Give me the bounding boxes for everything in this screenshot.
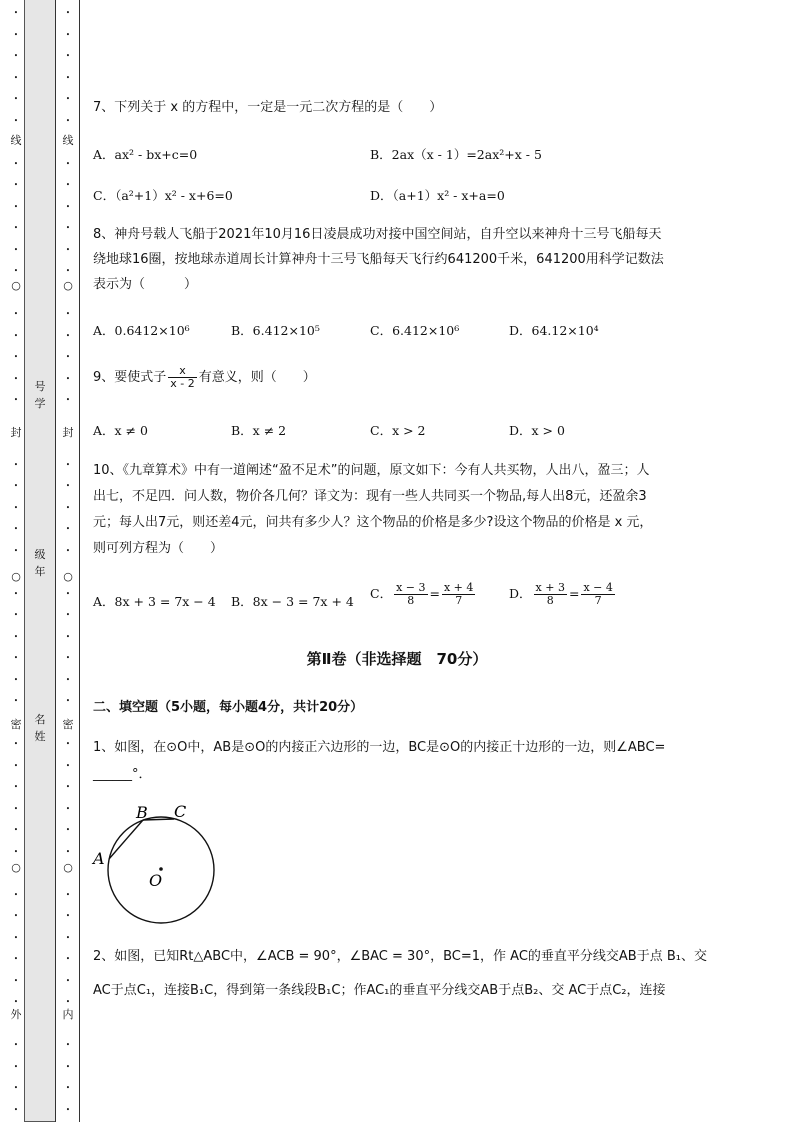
section-2-title: 第Ⅱ卷（非选择题 70分）	[306, 650, 488, 668]
margin-char-feng: 封	[62, 426, 74, 439]
margin-dot: •	[65, 374, 71, 383]
margin-dot: •	[13, 826, 19, 834]
q10-c-frac-left	[394, 582, 427, 607]
margin-dot: •	[13, 95, 19, 103]
margin-dot: •	[13, 181, 19, 189]
margin-dot: •	[65, 73, 71, 82]
margin-dot: •	[13, 482, 19, 490]
label-b: B	[136, 803, 148, 822]
q9-fraction	[168, 365, 196, 390]
margin-dot: •	[65, 546, 71, 555]
margin-dot: •	[65, 804, 71, 813]
margin-dot: •	[13, 783, 19, 791]
margin-dot: •	[65, 482, 71, 490]
margin-dot: •	[13, 546, 19, 555]
margin-dot: •	[65, 202, 71, 211]
q9-fraction-num: x	[168, 365, 196, 378]
margin-dot: •	[13, 697, 19, 705]
margin-dot: •	[13, 310, 19, 318]
label-c: C	[174, 802, 187, 821]
margin-dot: •	[65, 52, 71, 60]
q10-d-label: D．	[509, 586, 532, 601]
margin-dot: •	[65, 826, 71, 834]
margin-dot: •	[13, 675, 19, 684]
margin-dot: •	[13, 159, 19, 168]
margin-dot: •	[13, 503, 19, 512]
q8-line-2: 绕地球16圈，按地球赤道周长计算神舟十三号飞船每天飞行约641200千米，641200用科学记数法	[93, 252, 664, 267]
margin-dot: •	[65, 589, 71, 598]
margin-dot: •	[13, 804, 19, 813]
frac-den: 8	[546, 594, 554, 607]
q10-option-a: A．8x + 3 = 7x − 4	[93, 594, 216, 609]
margin-dot: •	[65, 159, 71, 168]
margin-circle: ○	[63, 279, 73, 292]
margin-dot: •	[13, 654, 19, 662]
frac-den: 7	[594, 594, 602, 607]
q7-option-d: D．（a+1）x² - x+a=0	[370, 188, 505, 203]
margin-divider-inner	[79, 0, 80, 1122]
margin-circle: ○	[11, 570, 21, 583]
margin-dot: •	[13, 589, 19, 598]
margin-dot: •	[65, 9, 71, 17]
margin-dot: •	[65, 976, 71, 985]
margin-divider	[55, 0, 56, 1122]
margin-circle: ○	[11, 861, 21, 874]
margin-dot: •	[13, 73, 19, 82]
q7-option-a: A．ax² - bx+c=0	[93, 147, 198, 162]
margin-dot: •	[65, 310, 71, 318]
margin-circle: ○	[63, 861, 73, 874]
margin-dot: •	[65, 783, 71, 791]
margin-dot: •	[65, 503, 71, 512]
q9-pre: 9、要使式子	[93, 370, 167, 385]
frac-num: x + 3	[535, 581, 565, 594]
margin-dot: •	[13, 761, 19, 770]
q9-option-b: B．x ≠ 2	[231, 423, 287, 438]
margin-char-wai: 外	[10, 1008, 22, 1021]
margin-char-xian: 线	[10, 134, 22, 147]
frac-den: 7	[455, 594, 463, 607]
margin-dot: •	[65, 955, 71, 963]
q8-option-d: D．64.12×10⁴	[509, 323, 599, 338]
margin-dot: •	[13, 998, 19, 1006]
margin-dot: •	[65, 654, 71, 662]
margin-dot: •	[65, 761, 71, 770]
margin-dot: •	[13, 955, 19, 963]
margin-dot: •	[13, 740, 19, 748]
q10-c-frac-right	[442, 582, 475, 607]
margin-dot: •	[65, 353, 71, 361]
margin-dot: •	[65, 1041, 71, 1049]
margin-dot: •	[13, 331, 19, 340]
segment-ab	[109, 820, 143, 859]
margin-dot: •	[13, 1105, 19, 1114]
margin-dot: •	[13, 353, 19, 361]
margin-dot: •	[13, 224, 19, 232]
margin-dot: •	[65, 933, 71, 942]
margin-dot: •	[13, 396, 19, 404]
margin-dot: •	[13, 912, 19, 920]
q10-line-1: 10、《九章算术》中有一道阐述“盈不足术”的问题，原文如下：今有人共买物，人出八，盈三；人	[93, 463, 650, 478]
q9-stem	[93, 365, 316, 391]
margin-dot: •	[65, 30, 71, 39]
q7-option-c: C．（a²+1）x² - x+6=0	[93, 188, 233, 203]
q8-option-c: C．6.412×10⁶	[370, 323, 460, 338]
margin-dot: •	[13, 1062, 19, 1071]
q9-option-d: D．x > 0	[509, 423, 565, 438]
margin-dot: •	[13, 611, 19, 619]
q10-line-4: 则可列方程为（ ）	[93, 541, 224, 556]
margin-dot: •	[65, 675, 71, 684]
margin-char-mi: 密	[62, 718, 74, 731]
margin-dot: •	[65, 1084, 71, 1092]
margin-dot: •	[13, 525, 19, 533]
equals-sign: =	[429, 586, 440, 601]
grade-label: 级年	[34, 548, 46, 578]
frac-den: 8	[407, 594, 415, 607]
label-a: A	[93, 849, 105, 868]
margin-dot: •	[65, 1062, 71, 1071]
margin-dot: •	[13, 9, 19, 17]
margin-dot: •	[65, 331, 71, 340]
margin-dot: •	[65, 224, 71, 232]
margin-dot: •	[13, 460, 19, 469]
q7-option-b: B．2ax（x - 1）=2ax²+x - 5	[370, 147, 542, 162]
margin-dot: •	[13, 1084, 19, 1092]
margin-dot: •	[65, 740, 71, 748]
margin-dot: •	[65, 95, 71, 103]
margin-dot: •	[65, 847, 71, 856]
margin-dot: •	[65, 611, 71, 619]
q8-option-b: B．6.412×10⁵	[231, 323, 320, 338]
margin-dot: •	[13, 976, 19, 985]
margin-char-xian: 线	[62, 134, 74, 147]
q9-option-a: A．x ≠ 0	[93, 423, 148, 438]
frac-num: x − 4	[583, 581, 613, 594]
margin-dot: •	[65, 181, 71, 189]
q10-line-3: 元；每人出7元，则还差4元，问共有多少人？这个物品的价格是多少?设这个物品的价格是 x 元，	[93, 515, 653, 530]
margin-dot: •	[13, 847, 19, 856]
q9-option-c: C．x > 2	[370, 423, 426, 438]
name-label: 名姓	[34, 713, 46, 743]
margin-dot: •	[65, 396, 71, 404]
frac-num: x − 3	[396, 581, 426, 594]
margin-dot: •	[13, 267, 19, 275]
margin-char-nei: 内	[62, 1008, 74, 1021]
q10-line-2: 出七，不足四．问人数，物价各几何？译文为：现有一些人共同买一个物品,每人出8元，还盈余3	[93, 489, 647, 504]
margin-char-mi: 密	[10, 718, 22, 731]
student-number-label: 号学	[34, 380, 46, 410]
q10-option-b: B．8x − 3 = 7x + 4	[231, 594, 354, 609]
q10-d-frac-right	[581, 582, 614, 607]
margin-dot: •	[65, 245, 71, 254]
q8-option-a: A．0.6412×10⁶	[93, 323, 190, 338]
f1-line-2: ______°．	[93, 767, 152, 782]
q9-fraction-den: x - 2	[170, 377, 195, 390]
f2-line-2: AC于点C₁，连接B₁C，得到第一条线段B₁C；作AC₁的垂直平分线交AB于点B₂、交 AC于点C₂，连接	[93, 983, 666, 998]
margin-dot: •	[65, 525, 71, 533]
margin-dot: •	[65, 116, 71, 125]
label-o: O	[149, 871, 163, 890]
q10-c-label: C．	[370, 586, 393, 601]
q9-post: 有意义，则（ ）	[198, 370, 316, 385]
q8-line-3: 表示为（ ）	[93, 277, 198, 292]
q10-option-d	[509, 582, 617, 607]
margin-dot: •	[65, 998, 71, 1006]
margin-dot: •	[13, 933, 19, 942]
margin-dot: •	[13, 52, 19, 60]
margin-dot: •	[13, 202, 19, 211]
margin-dot: •	[65, 632, 71, 641]
circle-figure	[88, 796, 228, 932]
margin-dot: •	[13, 632, 19, 641]
f2-line-1: 2、如图，已知Rt△ABC中，∠ACB = 90°，∠BAC = 30°，BC=1，作 AC的垂直平分线交AB于点 B₁、交	[93, 949, 707, 964]
margin-dot: •	[13, 890, 19, 899]
margin-char-feng: 封	[10, 426, 22, 439]
frac-num: x + 4	[443, 581, 474, 594]
margin-dot: •	[65, 697, 71, 705]
q10-option-c	[370, 582, 477, 607]
margin-dot: •	[13, 1041, 19, 1049]
q7-stem: 7、下列关于 x 的方程中，一定是一元二次方程的是（ ）	[93, 100, 443, 115]
margin-dot: •	[13, 30, 19, 39]
margin-dot: •	[65, 1105, 71, 1114]
margin-dot: •	[65, 912, 71, 920]
margin-circle: ○	[63, 570, 73, 583]
fill-in-section-header: 二、填空题（5小题，每小题4分，共计20分）	[93, 700, 364, 715]
margin-dot: •	[65, 890, 71, 899]
margin-dot: •	[65, 267, 71, 275]
margin-dot: •	[65, 460, 71, 469]
margin-circle: ○	[11, 279, 21, 292]
equals-sign: =	[568, 586, 580, 601]
margin-dot: •	[13, 245, 19, 254]
margin-dot: •	[13, 116, 19, 125]
q8-line-1: 8、神舟号载人飞船于2021年10月16日凌晨成功对接中国空间站，自升空以来神舟十三号飞船每天	[93, 227, 662, 242]
f1-line-1: 1、如图，在⊙O中，AB是⊙O的内接正六边形的一边，BC是⊙O的内接正十边形的一边，则∠ABC=	[93, 740, 666, 755]
q10-d-frac-left	[534, 582, 567, 607]
margin-dot: •	[13, 374, 19, 383]
